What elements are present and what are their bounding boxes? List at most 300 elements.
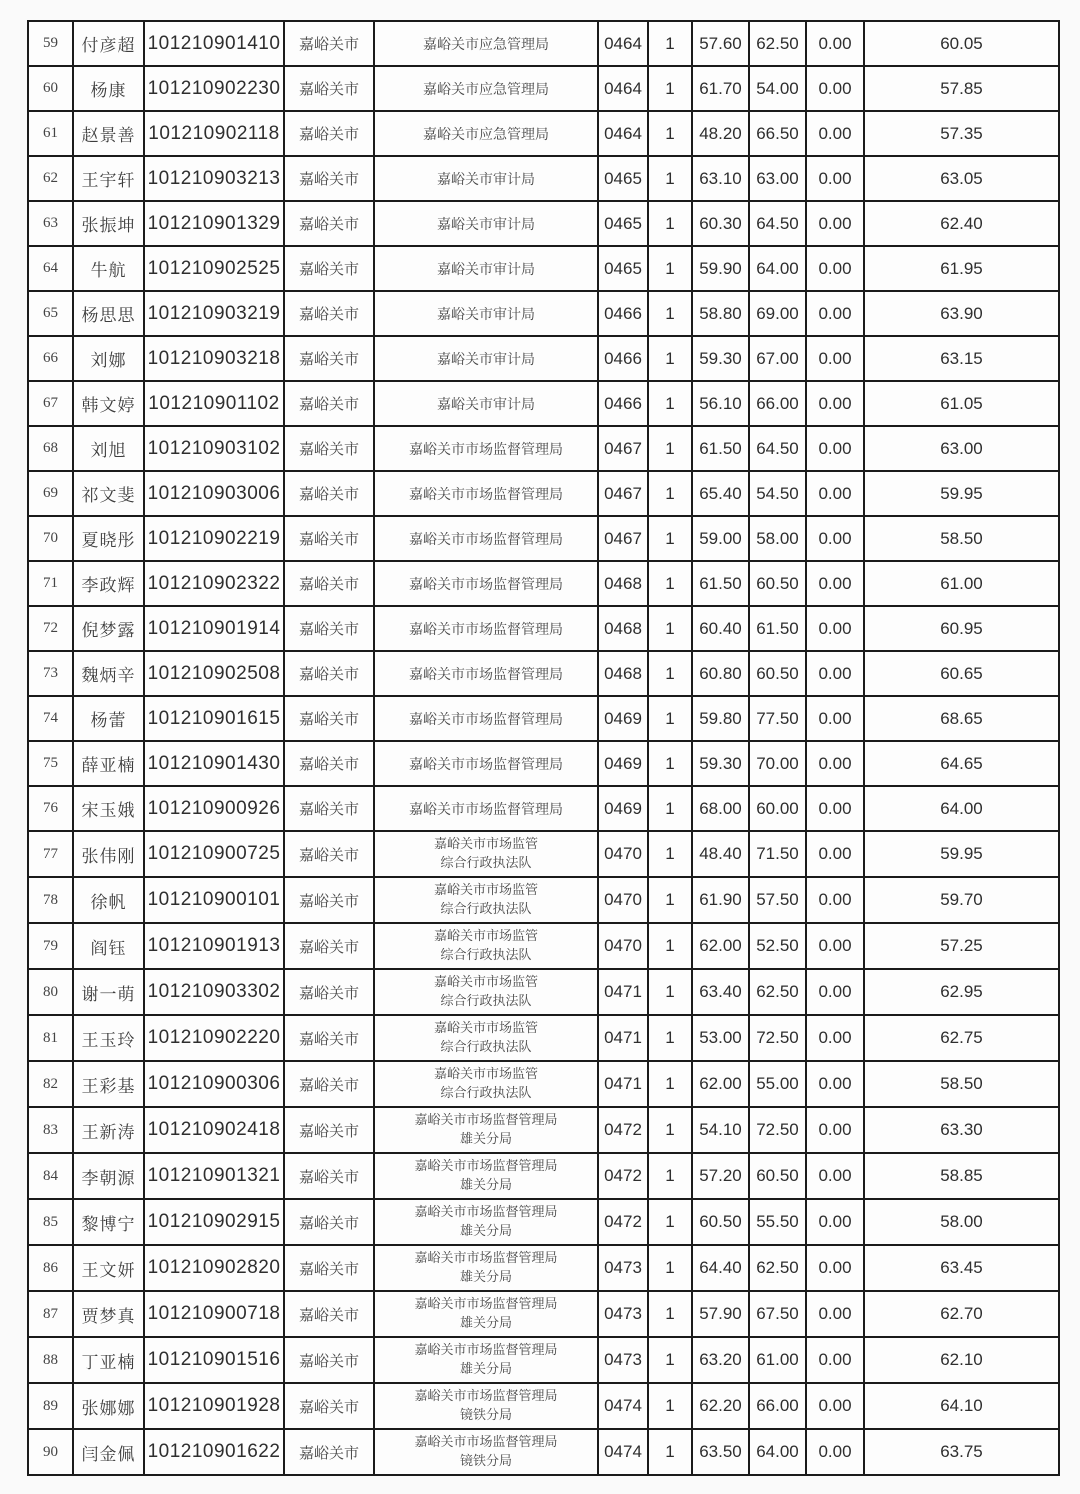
cell-written-score: 61.50 <box>692 561 749 606</box>
cell-bonus-score: 0.00 <box>806 426 864 471</box>
cell-position-code: 0473 <box>598 1245 648 1291</box>
cell-name: 王宇轩 <box>73 156 144 201</box>
cell-department <box>374 1199 598 1245</box>
cell-city: 嘉峪关市 <box>284 923 374 969</box>
cell-interview-score: 70.00 <box>749 741 806 786</box>
cell-row-number: 62 <box>28 156 73 201</box>
cell-interview-score: 55.00 <box>749 1061 806 1107</box>
cell-department <box>374 831 598 877</box>
table-row <box>28 1383 1059 1429</box>
cell-position-code: 0466 <box>598 291 648 336</box>
table-row <box>28 111 1059 156</box>
cell-department <box>374 696 598 741</box>
cell-name: 杨思思 <box>73 291 144 336</box>
table-row <box>28 1199 1059 1245</box>
cell-department <box>374 1061 598 1107</box>
cell-total-score: 63.15 <box>864 336 1059 381</box>
cell-recruit-count: 1 <box>648 1337 692 1383</box>
cell-row-number: 82 <box>28 1061 73 1107</box>
cell-city: 嘉峪关市 <box>284 741 374 786</box>
department-line: 雄关分局 <box>459 1223 512 1238</box>
cell-exam-id: 101210901321 <box>144 1153 284 1199</box>
cell-position-code: 0471 <box>598 1061 648 1107</box>
cell-row-number: 81 <box>28 1015 73 1061</box>
cell-department <box>374 923 598 969</box>
cell-name: 丁亚楠 <box>73 1337 144 1383</box>
cell-total-score: 64.65 <box>864 741 1059 786</box>
department-line: 综合行政执法队 <box>440 947 532 962</box>
department-line: 嘉峪关市审计局 <box>437 262 535 278</box>
cell-name: 闫金佩 <box>73 1429 144 1475</box>
department-line: 嘉峪关市审计局 <box>437 397 535 413</box>
cell-position-code: 0469 <box>598 786 648 831</box>
cell-bonus-score: 0.00 <box>806 1107 864 1153</box>
cell-recruit-count: 1 <box>648 381 692 426</box>
cell-exam-id: 101210900725 <box>144 831 284 877</box>
cell-exam-id: 101210902118 <box>144 111 284 156</box>
cell-interview-score: 62.50 <box>749 21 806 66</box>
cell-exam-id: 101210902508 <box>144 651 284 696</box>
cell-city: 嘉峪关市 <box>284 1245 374 1291</box>
cell-city: 嘉峪关市 <box>284 1429 374 1475</box>
department-line: 嘉峪关市应急管理局 <box>423 127 549 143</box>
cell-written-score: 61.90 <box>692 877 749 923</box>
cell-row-number: 79 <box>28 923 73 969</box>
department-line: 嘉峪关市市场监管 <box>433 1020 538 1036</box>
department-line: 嘉峪关市市场监督管理局 <box>409 442 563 458</box>
cell-interview-score: 62.50 <box>749 1245 806 1291</box>
table-row <box>28 471 1059 516</box>
cell-bonus-score: 0.00 <box>806 877 864 923</box>
cell-recruit-count: 1 <box>648 877 692 923</box>
cell-exam-id: 101210901914 <box>144 606 284 651</box>
cell-recruit-count: 1 <box>648 831 692 877</box>
table-row <box>28 21 1059 66</box>
cell-written-score: 59.30 <box>692 741 749 786</box>
cell-exam-id: 101210902219 <box>144 516 284 561</box>
cell-written-score: 64.40 <box>692 1245 749 1291</box>
cell-city: 嘉峪关市 <box>284 877 374 923</box>
cell-total-score: 63.45 <box>864 1245 1059 1291</box>
cell-bonus-score: 0.00 <box>806 923 864 969</box>
department-line: 嘉峪关市市场监督管理局 <box>409 802 563 818</box>
cell-row-number: 68 <box>28 426 73 471</box>
department-line: 雄关分局 <box>459 1131 512 1146</box>
table-row <box>28 1291 1059 1337</box>
cell-recruit-count: 1 <box>648 156 692 201</box>
department-line: 综合行政执法队 <box>440 1085 532 1100</box>
cell-city: 嘉峪关市 <box>284 1383 374 1429</box>
cell-position-code: 0464 <box>598 66 648 111</box>
cell-department <box>374 1107 598 1153</box>
document-sheet <box>27 20 1060 1476</box>
department-line: 嘉峪关市审计局 <box>437 172 535 188</box>
cell-recruit-count: 1 <box>648 923 692 969</box>
cell-name: 徐帆 <box>73 877 144 923</box>
cell-department <box>374 336 598 381</box>
cell-city: 嘉峪关市 <box>284 606 374 651</box>
cell-position-code: 0474 <box>598 1383 648 1429</box>
cell-row-number: 73 <box>28 651 73 696</box>
cell-bonus-score: 0.00 <box>806 1199 864 1245</box>
cell-exam-id: 101210901913 <box>144 923 284 969</box>
cell-exam-id: 101210902915 <box>144 1199 284 1245</box>
cell-recruit-count: 1 <box>648 426 692 471</box>
cell-department <box>374 246 598 291</box>
cell-name: 张伟刚 <box>73 831 144 877</box>
cell-written-score: 63.20 <box>692 1337 749 1383</box>
cell-city: 嘉峪关市 <box>284 246 374 291</box>
cell-bonus-score: 0.00 <box>806 1429 864 1475</box>
cell-bonus-score: 0.00 <box>806 66 864 111</box>
table-row <box>28 1337 1059 1383</box>
cell-department <box>374 1245 598 1291</box>
cell-recruit-count: 1 <box>648 1383 692 1429</box>
cell-written-score: 61.70 <box>692 66 749 111</box>
cell-exam-id: 101210903219 <box>144 291 284 336</box>
cell-department <box>374 21 598 66</box>
cell-row-number: 61 <box>28 111 73 156</box>
department-line: 嘉峪关市市场监督管理局 <box>409 622 563 638</box>
cell-exam-id: 101210901622 <box>144 1429 284 1475</box>
cell-written-score: 62.20 <box>692 1383 749 1429</box>
cell-position-code: 0474 <box>598 1429 648 1475</box>
cell-position-code: 0469 <box>598 696 648 741</box>
cell-total-score: 61.95 <box>864 246 1059 291</box>
cell-name: 薛亚楠 <box>73 741 144 786</box>
cell-recruit-count: 1 <box>648 21 692 66</box>
cell-written-score: 59.90 <box>692 246 749 291</box>
cell-name: 王新涛 <box>73 1107 144 1153</box>
department-line: 嘉峪关市市场监督管理局 <box>414 1112 558 1128</box>
cell-department <box>374 516 598 561</box>
cell-total-score: 57.25 <box>864 923 1059 969</box>
cell-department <box>374 111 598 156</box>
cell-written-score: 61.50 <box>692 426 749 471</box>
cell-exam-id: 101210901329 <box>144 201 284 246</box>
cell-total-score: 57.35 <box>864 111 1059 156</box>
cell-total-score: 63.00 <box>864 426 1059 471</box>
table-row <box>28 381 1059 426</box>
cell-exam-id: 101210900101 <box>144 877 284 923</box>
cell-bonus-score: 0.00 <box>806 336 864 381</box>
cell-city: 嘉峪关市 <box>284 1291 374 1337</box>
cell-department <box>374 156 598 201</box>
cell-bonus-score: 0.00 <box>806 471 864 516</box>
cell-department <box>374 786 598 831</box>
cell-written-score: 57.60 <box>692 21 749 66</box>
cell-written-score: 65.40 <box>692 471 749 516</box>
table-row <box>28 426 1059 471</box>
cell-total-score: 64.10 <box>864 1383 1059 1429</box>
cell-written-score: 62.00 <box>692 923 749 969</box>
cell-interview-score: 52.50 <box>749 923 806 969</box>
cell-row-number: 76 <box>28 786 73 831</box>
cell-written-score: 63.10 <box>692 156 749 201</box>
cell-interview-score: 62.50 <box>749 969 806 1015</box>
table-row <box>28 1153 1059 1199</box>
cell-position-code: 0465 <box>598 156 648 201</box>
cell-written-score: 62.00 <box>692 1061 749 1107</box>
cell-department <box>374 201 598 246</box>
cell-row-number: 77 <box>28 831 73 877</box>
cell-row-number: 60 <box>28 66 73 111</box>
cell-name: 李政辉 <box>73 561 144 606</box>
cell-position-code: 0471 <box>598 969 648 1015</box>
cell-recruit-count: 1 <box>648 291 692 336</box>
cell-exam-id: 101210900718 <box>144 1291 284 1337</box>
department-line: 嘉峪关市应急管理局 <box>423 82 549 98</box>
cell-written-score: 60.80 <box>692 651 749 696</box>
cell-bonus-score: 0.00 <box>806 201 864 246</box>
cell-total-score: 61.00 <box>864 561 1059 606</box>
cell-written-score: 56.10 <box>692 381 749 426</box>
cell-exam-id: 101210901102 <box>144 381 284 426</box>
cell-row-number: 74 <box>28 696 73 741</box>
cell-name: 赵景善 <box>73 111 144 156</box>
cell-city: 嘉峪关市 <box>284 1015 374 1061</box>
cell-bonus-score: 0.00 <box>806 381 864 426</box>
cell-bonus-score: 0.00 <box>806 651 864 696</box>
cell-name: 刘旭 <box>73 426 144 471</box>
department-line: 雄关分局 <box>459 1177 512 1192</box>
cell-department <box>374 1337 598 1383</box>
department-line: 嘉峪关市市场监管 <box>433 1066 538 1082</box>
cell-bonus-score: 0.00 <box>806 516 864 561</box>
cell-written-score: 58.80 <box>692 291 749 336</box>
cell-written-score: 60.30 <box>692 201 749 246</box>
cell-interview-score: 63.00 <box>749 156 806 201</box>
cell-recruit-count: 1 <box>648 741 692 786</box>
cell-name: 韩文婷 <box>73 381 144 426</box>
department-line: 嘉峪关市审计局 <box>437 217 535 233</box>
cell-written-score: 57.20 <box>692 1153 749 1199</box>
table-row <box>28 1107 1059 1153</box>
cell-written-score: 57.90 <box>692 1291 749 1337</box>
cell-total-score: 57.85 <box>864 66 1059 111</box>
cell-recruit-count: 1 <box>648 696 692 741</box>
table-row <box>28 606 1059 651</box>
cell-recruit-count: 1 <box>648 606 692 651</box>
cell-recruit-count: 1 <box>648 1153 692 1199</box>
cell-name: 张振坤 <box>73 201 144 246</box>
cell-bonus-score: 0.00 <box>806 786 864 831</box>
department-line: 嘉峪关市市场监管 <box>433 836 538 852</box>
table-row <box>28 831 1059 877</box>
cell-bonus-score: 0.00 <box>806 1153 864 1199</box>
cell-row-number: 64 <box>28 246 73 291</box>
table-row <box>28 651 1059 696</box>
cell-name: 贾梦真 <box>73 1291 144 1337</box>
cell-written-score: 63.50 <box>692 1429 749 1475</box>
cell-city: 嘉峪关市 <box>284 381 374 426</box>
cell-recruit-count: 1 <box>648 471 692 516</box>
cell-total-score: 62.10 <box>864 1337 1059 1383</box>
table-row <box>28 1061 1059 1107</box>
cell-city: 嘉峪关市 <box>284 561 374 606</box>
cell-department <box>374 969 598 1015</box>
cell-name: 王文妍 <box>73 1245 144 1291</box>
cell-department <box>374 606 598 651</box>
cell-row-number: 86 <box>28 1245 73 1291</box>
cell-total-score: 63.30 <box>864 1107 1059 1153</box>
cell-bonus-score: 0.00 <box>806 291 864 336</box>
cell-written-score: 68.00 <box>692 786 749 831</box>
cell-total-score: 58.00 <box>864 1199 1059 1245</box>
cell-position-code: 0466 <box>598 381 648 426</box>
cell-recruit-count: 1 <box>648 516 692 561</box>
cell-bonus-score: 0.00 <box>806 1383 864 1429</box>
cell-bonus-score: 0.00 <box>806 246 864 291</box>
department-line: 嘉峪关市市场监督管理局 <box>414 1204 558 1220</box>
cell-department <box>374 651 598 696</box>
department-line: 嘉峪关市市场监督管理局 <box>414 1388 558 1404</box>
department-line: 嘉峪关市市场监督管理局 <box>409 577 563 593</box>
cell-city: 嘉峪关市 <box>284 1061 374 1107</box>
cell-interview-score: 66.00 <box>749 381 806 426</box>
cell-total-score: 63.05 <box>864 156 1059 201</box>
department-line: 嘉峪关市市场监督管理局 <box>414 1342 558 1358</box>
department-line: 嘉峪关市市场监督管理局 <box>409 532 563 548</box>
cell-interview-score: 69.00 <box>749 291 806 336</box>
cell-total-score: 58.50 <box>864 516 1059 561</box>
cell-city: 嘉峪关市 <box>284 156 374 201</box>
cell-position-code: 0467 <box>598 426 648 471</box>
cell-name: 王玉玲 <box>73 1015 144 1061</box>
cell-position-code: 0465 <box>598 201 648 246</box>
table-row <box>28 66 1059 111</box>
table-row <box>28 516 1059 561</box>
cell-name: 魏炳辛 <box>73 651 144 696</box>
cell-row-number: 59 <box>28 21 73 66</box>
department-line: 嘉峪关市市场监管 <box>433 882 538 898</box>
table-row <box>28 246 1059 291</box>
cell-exam-id: 101210900926 <box>144 786 284 831</box>
cell-city: 嘉峪关市 <box>284 426 374 471</box>
cell-interview-score: 58.00 <box>749 516 806 561</box>
cell-interview-score: 60.50 <box>749 651 806 696</box>
cell-recruit-count: 1 <box>648 336 692 381</box>
cell-interview-score: 61.50 <box>749 606 806 651</box>
cell-exam-id: 101210901410 <box>144 21 284 66</box>
cell-recruit-count: 1 <box>648 66 692 111</box>
cell-exam-id: 101210901615 <box>144 696 284 741</box>
cell-interview-score: 66.00 <box>749 1383 806 1429</box>
cell-total-score: 62.75 <box>864 1015 1059 1061</box>
cell-written-score: 48.40 <box>692 831 749 877</box>
cell-total-score: 59.95 <box>864 471 1059 516</box>
cell-row-number: 63 <box>28 201 73 246</box>
cell-department <box>374 1291 598 1337</box>
cell-name: 黎博宁 <box>73 1199 144 1245</box>
cell-name: 张娜娜 <box>73 1383 144 1429</box>
cell-bonus-score: 0.00 <box>806 696 864 741</box>
cell-exam-id: 101210902525 <box>144 246 284 291</box>
cell-exam-id: 101210903213 <box>144 156 284 201</box>
cell-city: 嘉峪关市 <box>284 471 374 516</box>
cell-total-score: 59.95 <box>864 831 1059 877</box>
cell-position-code: 0468 <box>598 651 648 696</box>
cell-bonus-score: 0.00 <box>806 831 864 877</box>
cell-city: 嘉峪关市 <box>284 201 374 246</box>
department-line: 综合行政执法队 <box>440 855 532 870</box>
cell-total-score: 61.05 <box>864 381 1059 426</box>
cell-department <box>374 561 598 606</box>
cell-city: 嘉峪关市 <box>284 21 374 66</box>
department-line: 嘉峪关市市场监管 <box>433 928 538 944</box>
department-line: 嘉峪关市市场监督管理局 <box>409 712 563 728</box>
cell-row-number: 71 <box>28 561 73 606</box>
cell-exam-id: 101210901516 <box>144 1337 284 1383</box>
cell-interview-score: 71.50 <box>749 831 806 877</box>
cell-row-number: 80 <box>28 969 73 1015</box>
department-line: 嘉峪关市审计局 <box>437 352 535 368</box>
cell-interview-score: 54.50 <box>749 471 806 516</box>
cell-row-number: 90 <box>28 1429 73 1475</box>
table-row <box>28 1429 1059 1475</box>
cell-total-score: 62.95 <box>864 969 1059 1015</box>
cell-total-score: 63.75 <box>864 1429 1059 1475</box>
cell-row-number: 78 <box>28 877 73 923</box>
cell-row-number: 67 <box>28 381 73 426</box>
cell-bonus-score: 0.00 <box>806 21 864 66</box>
cell-exam-id: 101210901430 <box>144 741 284 786</box>
cell-position-code: 0473 <box>598 1291 648 1337</box>
cell-city: 嘉峪关市 <box>284 66 374 111</box>
cell-name: 杨康 <box>73 66 144 111</box>
cell-written-score: 59.80 <box>692 696 749 741</box>
cell-written-score: 48.20 <box>692 111 749 156</box>
table-row <box>28 336 1059 381</box>
cell-interview-score: 72.50 <box>749 1107 806 1153</box>
cell-interview-score: 60.00 <box>749 786 806 831</box>
cell-written-score: 60.50 <box>692 1199 749 1245</box>
cell-city: 嘉峪关市 <box>284 1337 374 1383</box>
cell-total-score: 68.65 <box>864 696 1059 741</box>
cell-exam-id: 101210902220 <box>144 1015 284 1061</box>
cell-exam-id: 101210902418 <box>144 1107 284 1153</box>
cell-total-score: 60.65 <box>864 651 1059 696</box>
cell-name: 李朝源 <box>73 1153 144 1199</box>
cell-recruit-count: 1 <box>648 246 692 291</box>
cell-recruit-count: 1 <box>648 786 692 831</box>
cell-total-score: 63.90 <box>864 291 1059 336</box>
cell-department <box>374 1429 598 1475</box>
cell-department <box>374 741 598 786</box>
cell-city: 嘉峪关市 <box>284 1199 374 1245</box>
cell-exam-id: 101210902322 <box>144 561 284 606</box>
department-line: 综合行政执法队 <box>440 993 532 1008</box>
cell-department <box>374 471 598 516</box>
table-row <box>28 786 1059 831</box>
cell-city: 嘉峪关市 <box>284 336 374 381</box>
cell-department <box>374 381 598 426</box>
cell-position-code: 0467 <box>598 516 648 561</box>
department-line: 嘉峪关市审计局 <box>437 307 535 323</box>
cell-position-code: 0472 <box>598 1107 648 1153</box>
cell-written-score: 60.40 <box>692 606 749 651</box>
cell-position-code: 0469 <box>598 741 648 786</box>
department-line: 综合行政执法队 <box>440 901 532 916</box>
table-row <box>28 201 1059 246</box>
cell-recruit-count: 1 <box>648 1061 692 1107</box>
cell-row-number: 69 <box>28 471 73 516</box>
cell-exam-id: 101210903006 <box>144 471 284 516</box>
cell-position-code: 0473 <box>598 1337 648 1383</box>
cell-city: 嘉峪关市 <box>284 696 374 741</box>
table-row <box>28 923 1059 969</box>
cell-interview-score: 66.50 <box>749 111 806 156</box>
